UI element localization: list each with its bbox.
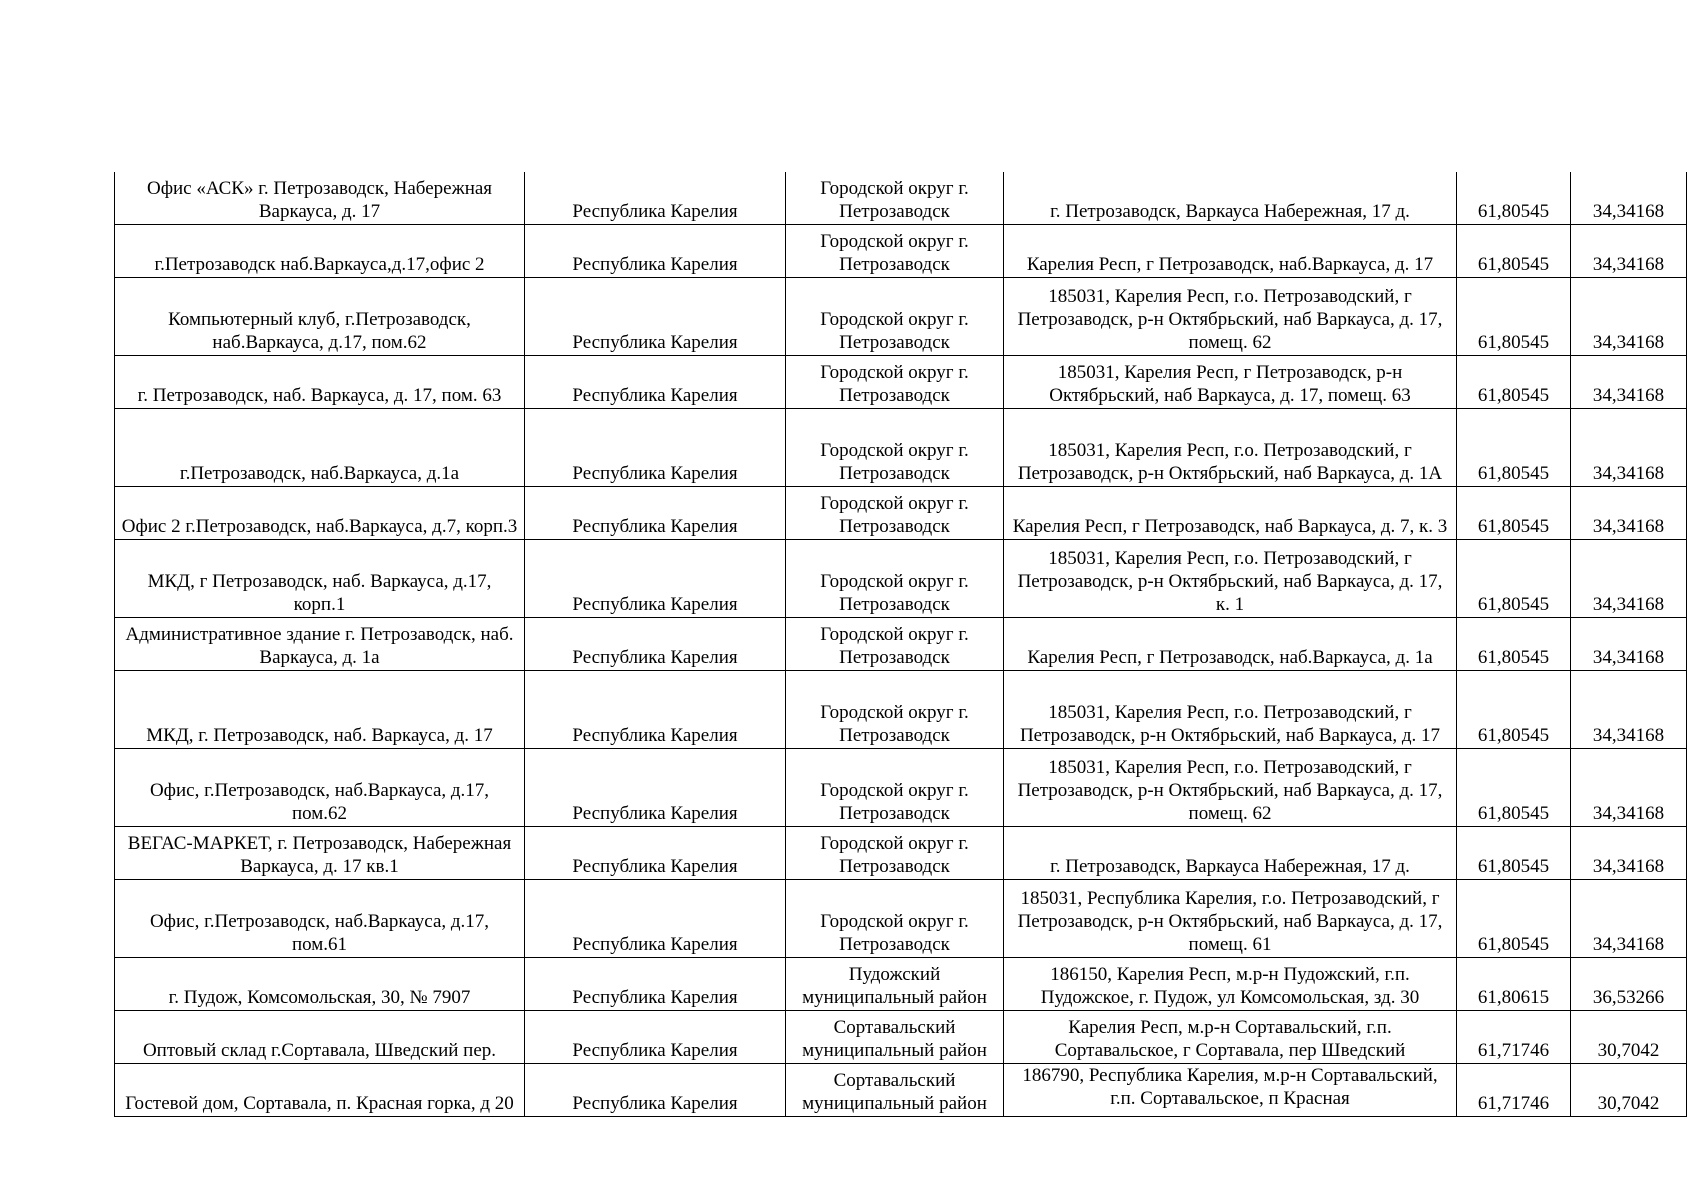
longitude-cell: 36,53266 [1571,958,1687,1011]
table-row [115,749,1687,827]
object-name-cell: г.Петрозаводск наб.Варкауса,д.17,офис 2 [115,225,525,278]
object-name-cell: МКД, г. Петрозаводск, наб. Варкауса, д. 17 [115,671,525,749]
data-table [114,172,1687,1117]
address-cell: 185031, Карелия Респ, г.о. Петрозаводский, г Петрозаводск, р-н Октябрьский, наб Варкауса, д. 17, помещ. 62 [1004,278,1457,356]
latitude-cell: 61,80545 [1457,278,1571,356]
object-name-cell: Оптовый склад г.Сортавала, Шведский пер. [115,1011,525,1064]
longitude-cell: 34,34168 [1571,409,1687,487]
table-body [115,172,1687,1117]
region-cell: Республика Карелия [525,356,786,409]
object-name-cell: Компьютерный клуб, г.Петрозаводск, наб.Варкауса, д.17, пом.62 [115,278,525,356]
object-name-cell: г. Пудож, Комсомольская, 30, № 7907 [115,958,525,1011]
municipality-cell: Городской округ г. Петрозаводск [786,225,1004,278]
address-cell: г. Петрозаводск, Варкауса Набережная, 17 д. [1004,172,1457,225]
address-cell: 185031, Карелия Респ, г.о. Петрозаводский, г Петрозаводск, р-н Октябрьский, наб Варкауса, д. 17, помещ. 62 [1004,749,1457,827]
address-cell: 185031, Республика Карелия, г.о. Петрозаводский, г Петрозаводск, р-н Октябрьский, наб Варкауса, д. 17, помещ. 61 [1004,880,1457,958]
address-cell: 185031, Карелия Респ, г Петрозаводск, р-н Октябрьский, наб Варкауса, д. 17, помещ. 63 [1004,356,1457,409]
longitude-cell: 34,34168 [1571,540,1687,618]
address-cell: 185031, Карелия Респ, г.о. Петрозаводский, г Петрозаводск, р-н Октябрьский, наб Варкауса, д. 17 [1004,671,1457,749]
object-name-cell: ВЕГАС-МАРКЕТ, г. Петрозаводск, Набережная Варкауса, д. 17 кв.1 [115,827,525,880]
latitude-cell: 61,71746 [1457,1011,1571,1064]
longitude-cell: 34,34168 [1571,172,1687,225]
region-cell: Республика Карелия [525,671,786,749]
latitude-cell: 61,80615 [1457,958,1571,1011]
table-row [115,1064,1687,1117]
region-cell: Республика Карелия [525,540,786,618]
table-row [115,487,1687,540]
region-cell: Республика Карелия [525,618,786,671]
municipality-cell: Городской округ г. Петрозаводск [786,172,1004,225]
region-cell: Республика Карелия [525,225,786,278]
address-cell: Карелия Респ, г Петрозаводск, наб.Варкауса, д. 17 [1004,225,1457,278]
address-cell: 186790, Республика Карелия, м.р-н Сортавальский, г.п. Сортавальское, п Красная [1004,1064,1457,1117]
address-cell: Карелия Респ, г Петрозаводск, наб.Варкауса, д. 1а [1004,618,1457,671]
table-row [115,540,1687,618]
region-cell: Республика Карелия [525,1011,786,1064]
latitude-cell: 61,80545 [1457,827,1571,880]
longitude-cell: 34,34168 [1571,225,1687,278]
object-name-cell: г. Петрозаводск, наб. Варкауса, д. 17, пом. 63 [115,356,525,409]
latitude-cell: 61,80545 [1457,487,1571,540]
table-row [115,278,1687,356]
longitude-cell: 34,34168 [1571,278,1687,356]
table-row [115,172,1687,225]
address-cell: 185031, Карелия Респ, г.о. Петрозаводский, г Петрозаводск, р-н Октябрьский, наб Варкауса, д. 1А [1004,409,1457,487]
region-cell: Республика Карелия [525,409,786,487]
table-row [115,1011,1687,1064]
municipality-cell: Сортавальский муниципальный район [786,1011,1004,1064]
object-name-cell: Офис, г.Петрозаводск, наб.Варкауса, д.17, пом.61 [115,880,525,958]
table-row [115,671,1687,749]
region-cell: Республика Карелия [525,749,786,827]
object-name-cell: Офис «АСК» г. Петрозаводск, Набережная Варкауса, д. 17 [115,172,525,225]
address-cell: г. Петрозаводск, Варкауса Набережная, 17 д. [1004,827,1457,880]
municipality-cell: Городской округ г. Петрозаводск [786,278,1004,356]
region-cell: Республика Карелия [525,958,786,1011]
latitude-cell: 61,80545 [1457,618,1571,671]
latitude-cell: 61,80545 [1457,540,1571,618]
municipality-cell: Пудожский муниципальный район [786,958,1004,1011]
table-row [115,827,1687,880]
object-name-cell: Офис, г.Петрозаводск, наб.Варкауса, д.17, пом.62 [115,749,525,827]
address-cell: 186150, Карелия Респ, м.р-н Пудожский, г.п. Пудожское, г. Пудож, ул Комсомольская, зд. 30 [1004,958,1457,1011]
table-row [115,356,1687,409]
longitude-cell: 34,34168 [1571,356,1687,409]
latitude-cell: 61,80545 [1457,671,1571,749]
region-cell: Республика Карелия [525,278,786,356]
longitude-cell: 34,34168 [1571,671,1687,749]
latitude-cell: 61,71746 [1457,1064,1571,1117]
longitude-cell: 34,34168 [1571,487,1687,540]
municipality-cell: Городской округ г. Петрозаводск [786,880,1004,958]
region-cell: Республика Карелия [525,1064,786,1117]
table-row [115,880,1687,958]
municipality-cell: Городской округ г. Петрозаводск [786,827,1004,880]
latitude-cell: 61,80545 [1457,749,1571,827]
latitude-cell: 61,80545 [1457,409,1571,487]
address-cell: 185031, Карелия Респ, г.о. Петрозаводский, г Петрозаводск, р-н Октябрьский, наб Варкауса, д. 17, к. 1 [1004,540,1457,618]
address-cell: Карелия Респ, г Петрозаводск, наб Варкауса, д. 7, к. 3 [1004,487,1457,540]
municipality-cell: Городской округ г. Петрозаводск [786,487,1004,540]
longitude-cell: 34,34168 [1571,880,1687,958]
municipality-cell: Городской округ г. Петрозаводск [786,618,1004,671]
object-name-cell: г.Петрозаводск, наб.Варкауса, д.1а [115,409,525,487]
latitude-cell: 61,80545 [1457,225,1571,278]
longitude-cell: 30,7042 [1571,1064,1687,1117]
table-row [115,409,1687,487]
municipality-cell: Городской округ г. Петрозаводск [786,671,1004,749]
region-cell: Республика Карелия [525,827,786,880]
table-row [115,958,1687,1011]
municipality-cell: Сортавальский муниципальный район [786,1064,1004,1117]
table-row [115,618,1687,671]
region-cell: Республика Карелия [525,880,786,958]
municipality-cell: Городской округ г. Петрозаводск [786,749,1004,827]
latitude-cell: 61,80545 [1457,356,1571,409]
region-cell: Республика Карелия [525,172,786,225]
table-row [115,225,1687,278]
longitude-cell: 34,34168 [1571,618,1687,671]
longitude-cell: 34,34168 [1571,749,1687,827]
longitude-cell: 34,34168 [1571,827,1687,880]
object-name-cell: Административное здание г. Петрозаводск, наб. Варкауса, д. 1а [115,618,525,671]
latitude-cell: 61,80545 [1457,880,1571,958]
object-name-cell: МКД, г Петрозаводск, наб. Варкауса, д.17, корп.1 [115,540,525,618]
municipality-cell: Городской округ г. Петрозаводск [786,356,1004,409]
municipality-cell: Городской округ г. Петрозаводск [786,409,1004,487]
object-name-cell: Гостевой дом, Сортавала, п. Красная горка, д 20 [115,1064,525,1117]
municipality-cell: Городской округ г. Петрозаводск [786,540,1004,618]
address-cell: Карелия Респ, м.р-н Сортавальский, г.п. Сортавальское, г Сортавала, пер Шведский [1004,1011,1457,1064]
region-cell: Республика Карелия [525,487,786,540]
latitude-cell: 61,80545 [1457,172,1571,225]
longitude-cell: 30,7042 [1571,1011,1687,1064]
object-name-cell: Офис 2 г.Петрозаводск, наб.Варкауса, д.7, корп.3 [115,487,525,540]
